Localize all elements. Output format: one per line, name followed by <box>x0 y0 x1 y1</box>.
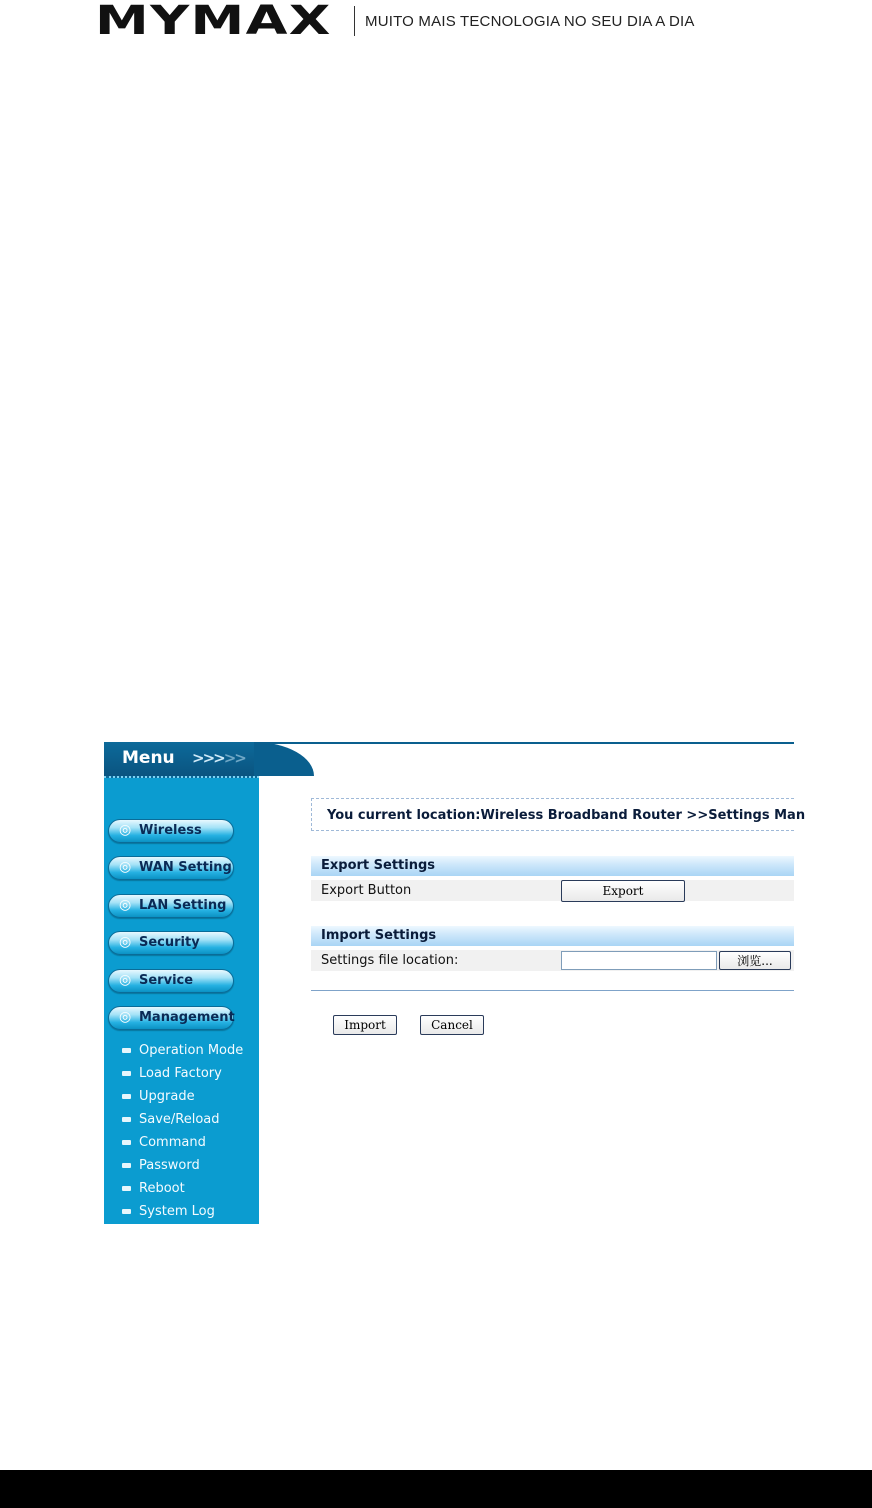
target-icon: ◎ <box>119 1009 132 1025</box>
sidebar-item-operation-mode[interactable] <box>122 1040 243 1060</box>
location-breadcrumb <box>311 798 806 831</box>
export-row <box>311 880 794 901</box>
cancel-button[interactable]: Cancel <box>420 1015 484 1035</box>
menu-header <box>104 742 259 778</box>
settings-file-input[interactable] <box>561 951 717 970</box>
sidebar-item-save-reload[interactable] <box>122 1109 220 1129</box>
nav-service[interactable] <box>108 969 234 993</box>
sidebar-item-label: Operation Mode <box>139 1042 244 1058</box>
footer-bar <box>0 1470 872 1508</box>
menu-arrows-text: >>> <box>192 749 224 767</box>
nav-lan-setting[interactable] <box>108 894 234 918</box>
router-admin-screenshot <box>104 742 806 1224</box>
browse-button[interactable]: 浏览... <box>719 951 791 970</box>
sidebar-item-password[interactable] <box>122 1155 200 1175</box>
target-icon: ◎ <box>119 897 132 913</box>
sidebar-item-label: Password <box>139 1157 200 1173</box>
breadcrumb-prefix: You current location: <box>327 808 481 823</box>
bullet-icon <box>122 1140 131 1145</box>
nav-label: LAN Setting <box>139 898 227 913</box>
sidebar-item-label: Reboot <box>139 1180 185 1196</box>
import-button[interactable]: Import <box>333 1015 397 1035</box>
breadcrumb-separator: >> <box>686 808 709 823</box>
sidebar-item-label: Save/Reload <box>139 1111 220 1127</box>
breadcrumb-item[interactable]: Settings Man <box>708 808 806 823</box>
menu-title: Menu <box>122 748 175 768</box>
sidebar-item-label: Load Factory <box>139 1065 222 1081</box>
menu-arrows-icon <box>192 749 245 767</box>
bullet-icon <box>122 1048 131 1053</box>
brand-logo: MYMAX <box>95 0 332 44</box>
sidebar-item-label: Upgrade <box>139 1088 195 1104</box>
export-button[interactable]: Export <box>561 880 685 902</box>
brand-header <box>95 0 695 44</box>
sidebar-item-reboot[interactable] <box>122 1178 185 1198</box>
section-title: Import Settings <box>321 928 437 943</box>
nav-label: Management <box>139 1010 235 1025</box>
sidebar-item-load-factory[interactable] <box>122 1063 222 1083</box>
nav-security[interactable] <box>108 931 234 955</box>
breadcrumb-text <box>327 808 805 823</box>
bullet-icon <box>122 1094 131 1099</box>
divider <box>311 990 794 991</box>
bullet-icon <box>122 1186 131 1191</box>
nav-label: Wireless <box>139 823 202 838</box>
header-curve <box>254 742 314 776</box>
sidebar-item-label: Command <box>139 1134 206 1150</box>
row-label: Export Button <box>321 883 412 898</box>
sidebar-item-label: System Log <box>139 1203 215 1219</box>
nav-wan-setting[interactable] <box>108 856 234 880</box>
brand-tagline: MUITO MAIS TECNOLOGIA NO SEU DIA A DIA <box>365 12 695 30</box>
target-icon: ◎ <box>119 859 132 875</box>
sidebar-item-command[interactable] <box>122 1132 206 1152</box>
target-icon: ◎ <box>119 972 132 988</box>
nav-label: Service <box>139 973 194 988</box>
breadcrumb-item[interactable]: Wireless Broadband Router <box>480 808 682 823</box>
nav-management[interactable] <box>108 1006 234 1030</box>
bullet-icon <box>122 1209 131 1214</box>
sidebar-item-upgrade[interactable] <box>122 1086 195 1106</box>
nav-label: Security <box>139 935 200 950</box>
sidebar <box>104 742 259 1224</box>
export-section-header <box>311 856 794 876</box>
nav-label: WAN Setting <box>139 860 232 875</box>
menu-arrows-fade: >> <box>223 749 245 767</box>
bullet-icon <box>122 1071 131 1076</box>
sidebar-item-system-log[interactable] <box>122 1201 215 1221</box>
import-section-header <box>311 926 794 946</box>
main-content <box>311 742 806 1224</box>
section-title: Export Settings <box>321 858 436 873</box>
nav-wireless[interactable] <box>108 819 234 843</box>
bullet-icon <box>122 1163 131 1168</box>
target-icon: ◎ <box>119 822 132 838</box>
bullet-icon <box>122 1117 131 1122</box>
target-icon: ◎ <box>119 934 132 950</box>
row-label: Settings file location: <box>321 953 459 968</box>
